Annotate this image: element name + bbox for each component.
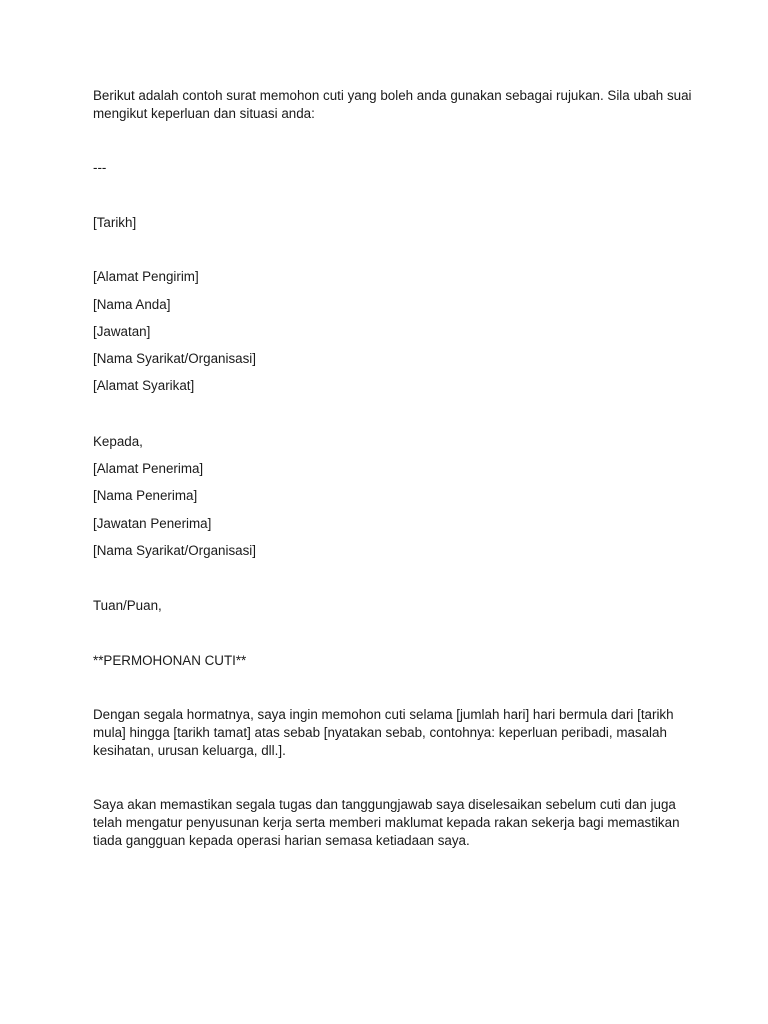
- body1-line-3: kesihatan, urusan keluarga, dll.].: [93, 743, 286, 758]
- body-paragraph-1: [93, 706, 673, 760]
- sender-name: [Nama Anda]: [93, 297, 171, 312]
- body1-line-1: Dengan segala hormatnya, saya ingin memohon cuti selama [jumlah hari] hari bermula dari [tarikh: [93, 707, 674, 722]
- intro-line-2: mengikut keperluan dan situasi anda:: [93, 106, 315, 121]
- recipient-position: [Jawatan Penerima]: [93, 516, 212, 531]
- body2-line-1: Saya akan memastikan segala tugas dan tanggungjawab saya diselesaikan sebelum cuti dan juga: [93, 797, 676, 812]
- subject-line: **PERMOHONAN CUTI**: [93, 653, 247, 668]
- salutation: Tuan/Puan,: [93, 598, 162, 613]
- separator: ---: [93, 160, 107, 175]
- body2-line-2: telah mengatur penyusunan kerja serta memberi maklumat kepada rakan sekerja bagi memastikan: [93, 815, 680, 830]
- body2-line-3: tiada gangguan kepada operasi harian semasa ketiadaan saya.: [93, 833, 470, 848]
- body1-line-2: mula] hingga [tarikh tamat] atas sebab [nyatakan sebab, contohnya: keperluan peribadi, masalah: [93, 725, 667, 740]
- sender-company-address: [Alamat Syarikat]: [93, 378, 195, 393]
- sender-address: [Alamat Pengirim]: [93, 269, 199, 284]
- recipient-address: [Alamat Penerima]: [93, 461, 204, 476]
- recipient-to: Kepada,: [93, 434, 143, 449]
- recipient-company: [Nama Syarikat/Organisasi]: [93, 543, 256, 558]
- sender-company: [Nama Syarikat/Organisasi]: [93, 351, 256, 366]
- recipient-name: [Nama Penerima]: [93, 488, 198, 503]
- intro-paragraph: [93, 87, 692, 123]
- body-paragraph-2: [93, 796, 680, 850]
- sender-position: [Jawatan]: [93, 324, 151, 339]
- intro-line-1: Berikut adalah contoh surat memohon cuti yang boleh anda gunakan sebagai rujukan. Sila ubah suai: [93, 88, 692, 103]
- date-placeholder: [Tarikh]: [93, 215, 137, 230]
